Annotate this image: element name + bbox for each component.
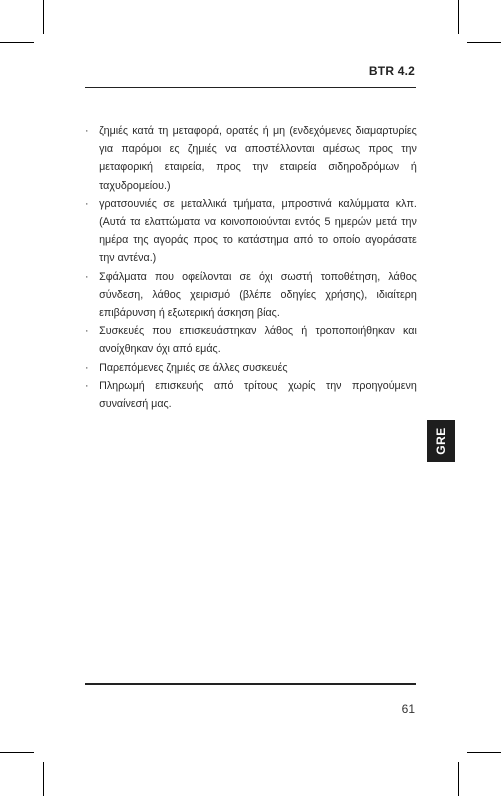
language-tab bbox=[427, 420, 455, 462]
language-tab-label: GRE bbox=[433, 427, 448, 455]
list-item bbox=[85, 268, 417, 323]
crop-mark bbox=[467, 42, 501, 43]
list-item-text: Πληρωμή επισκευής από τρίτους χωρίς την προηγούμενη συναίνεσή μας. bbox=[99, 379, 417, 411]
list-item-text: Σφάλματα που οφείλονται σε όχι σωστή τοποθέτηση, λάθος σύνδεση, λάθος χειρισμό (βλέπε οδηγίες χρήσης), ιδιαίτερη επιβάρυνση ή εξωτερική άσκηση βίας. bbox=[99, 270, 417, 320]
header-rule bbox=[85, 87, 416, 88]
list-item bbox=[85, 322, 417, 358]
model-name: BTR 4.2 bbox=[368, 64, 415, 78]
crop-mark bbox=[43, 0, 44, 34]
bullet: · bbox=[85, 379, 89, 392]
list-item bbox=[85, 122, 417, 195]
crop-mark bbox=[458, 0, 459, 34]
list-item-text: Συσκευές που επισκευάστηκαν λάθος ή τροποποιήθηκαν και ανοίχθηκαν όχι από εμάς. bbox=[99, 325, 417, 356]
crop-mark bbox=[0, 42, 34, 43]
crop-mark bbox=[43, 762, 44, 796]
footer-rule bbox=[85, 683, 416, 685]
bullet: · bbox=[85, 361, 89, 374]
list-item-text: γρατσουνιές σε μεταλλικά τμήματα, μπροστινά καλύμματα κλπ. (Αυτά τα ελαττώματα να κοινοποιούνται εντός 5 ημερών μετά την ημέρα της αγοράς προς το κατάστημα από το οποίο αγοράσατε την αντένα.) bbox=[99, 197, 417, 265]
bullet: · bbox=[85, 325, 89, 338]
bullet: · bbox=[85, 270, 89, 283]
list-item bbox=[85, 377, 417, 413]
list-item bbox=[85, 359, 417, 377]
list-item bbox=[85, 195, 417, 268]
page-number: 61 bbox=[401, 702, 415, 716]
crop-mark bbox=[467, 752, 501, 753]
crop-mark bbox=[0, 752, 34, 753]
crop-mark bbox=[458, 762, 459, 796]
list-item-text: ζημιές κατά τη μεταφορά, ορατές ή μη (ενδεχόμενες διαμαρτυρίες για παρόμοι ες ζημιές να αποστέλλονται αμέσως προς την μεταφορική εταιρεία, προς την εταιρεία σιδηροδρόμων ή ταχυδρομείου.) bbox=[99, 125, 417, 192]
bullet: · bbox=[85, 197, 89, 210]
bullet: · bbox=[85, 125, 89, 137]
exclusions-list bbox=[85, 122, 417, 413]
list-item-text: Παρεπόμενες ζημιές σε άλλες συσκευές bbox=[99, 361, 288, 374]
